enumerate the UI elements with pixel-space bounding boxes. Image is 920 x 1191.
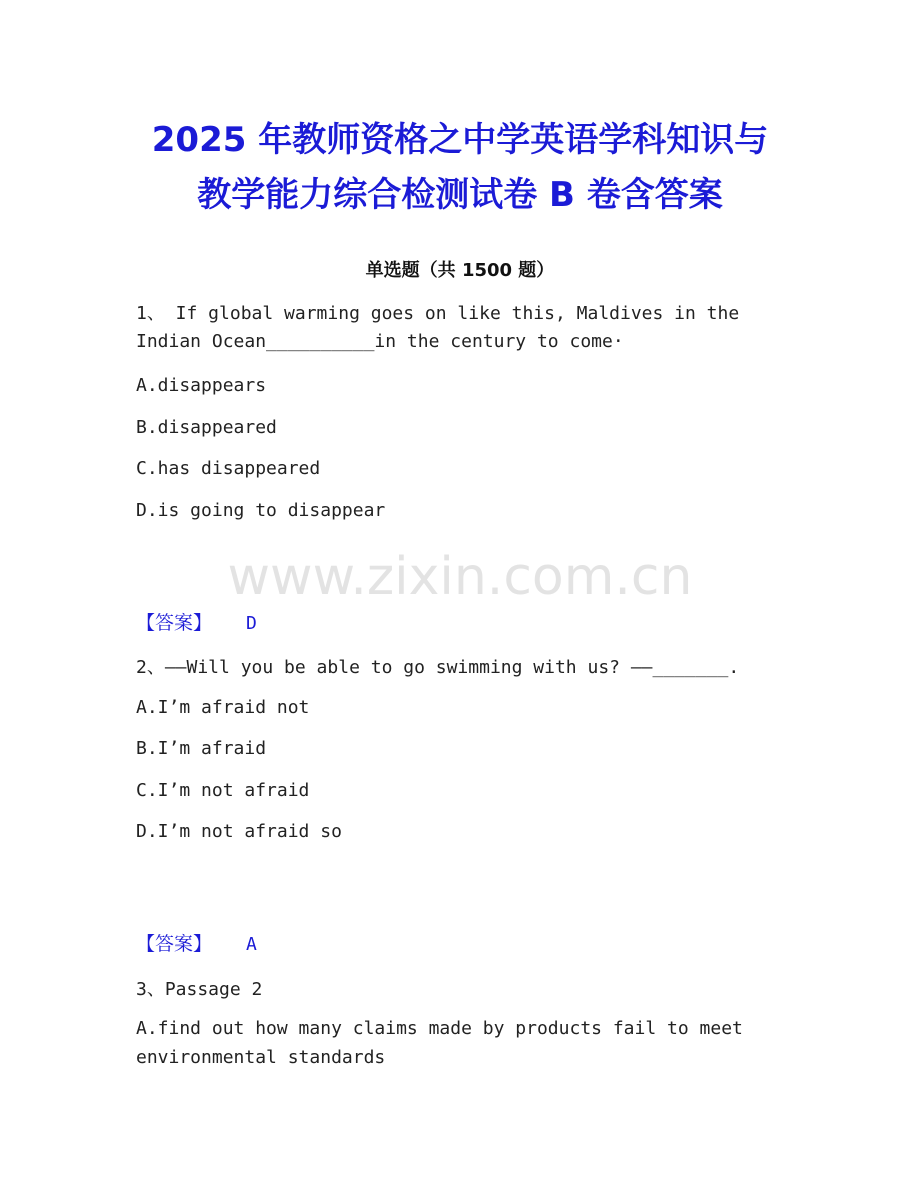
question-3-stem: 3、Passage 2 [136,979,263,1000]
watermark: www.zixin.com.cn [227,547,693,607]
question-1-option-b: B.disappeared [136,417,277,438]
answer-value: D [246,613,257,634]
question-2-answer [136,929,257,956]
question-1-answer [136,608,257,635]
section-heading: 单选题（共 1500 题） [365,260,555,281]
answer-label: 【答案】 [136,612,213,634]
question-1-stem-line-1: 1、 If global warming goes on like this, Maldives in the [136,303,740,324]
question-2-option-d: D.I’m not afraid so [136,821,342,842]
question-2-option-a: A.I’m afraid not [136,697,310,718]
question-2-stem: 2、——Will you be able to go swimming with us? ——_______. [136,657,740,678]
question-2-option-b: B.I’m afraid [136,738,267,759]
answer-label: 【答案】 [136,933,213,955]
answer-value: A [246,934,257,955]
question-3-option-a-line-1: A.find out how many claims made by products fail to meet [136,1018,743,1039]
question-1-option-c: C.has disappeared [136,458,321,479]
question-3-option-a-line-2: environmental standards [136,1047,386,1068]
question-1-stem-line-2: Indian Ocean__________in the century to come· [136,331,624,352]
question-1-option-a: A.disappears [136,375,267,396]
document-title-line-2: 教学能力综合检测试卷 B 卷含答案 [197,175,723,215]
question-2-option-c: C.I’m not afraid [136,780,310,801]
document-title-line-1: 2025 年教师资格之中学英语学科知识与 [151,120,769,160]
question-1-option-d: D.is going to disappear [136,500,386,521]
